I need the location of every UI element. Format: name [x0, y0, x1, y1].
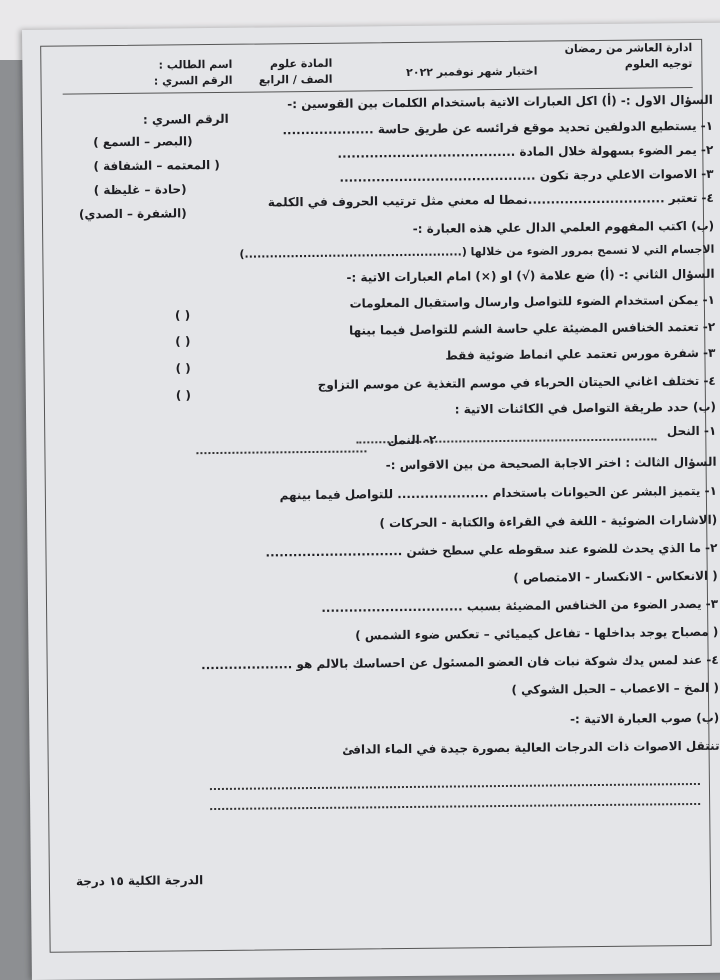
q2-item: ٣- شفرة مورس تعتمد علي انماط ضوئية فقط [445, 345, 716, 363]
q1-options: ( المعتمه – الشفافة ) [93, 157, 220, 174]
bee-label: ١- النحل [666, 423, 717, 439]
total-grade: الدرجة الكلية ١٥ درجة [75, 873, 204, 889]
q1-item: ٢- يمر الضوء بسهولة خلال المادة ....................................... [337, 142, 714, 161]
q3-item: ١- يتميز البشر عن الحيوانات باستخدام .................... للتواصل فيما بينهم [279, 483, 717, 503]
secret-number-field: الرقم السري : [153, 73, 233, 88]
exam-paper [22, 22, 720, 979]
q3-options: (الاشارات الضوئية - اللغة في القراءة والكتابة - الحركات ) [379, 512, 718, 531]
answer-box[interactable]: ( ) [174, 308, 191, 323]
student-name-field: اسم الطالب : [158, 57, 233, 72]
q2-item: ٢- تعتمد الخنافس المضيئة علي حاسة الشم للتواصل فيما بينها [348, 319, 716, 338]
q3-part-b-title: (ب) صوب العبارة الاتية :- [569, 710, 720, 727]
administration: ادارة العاشر من رمضان [564, 40, 693, 56]
q2-title: السؤال الثاني :- (أ) ضع علامة (√) او (×) امام العبارات الاتية :- [346, 266, 715, 285]
q2-item: ١- يمكن استخدام الضوء للتواصل وارسال واستقبال المعلومات [349, 292, 715, 311]
q3-options: ( المخ – الاعصاب – الحبل الشوكي ) [511, 680, 719, 697]
subject: المادة علوم [269, 56, 333, 71]
q1-part-b-title: (ب) اكتب المفهوم العلمي الدال علي هذه العبارة :- [412, 218, 715, 236]
q2-item: ٤- تختلف اغاني الحيتان الحرباء في موسم التغذية عن موسم التزاوج [317, 373, 716, 392]
q1-secret-number: الرقم السري : [142, 111, 229, 127]
q3-item: ٤- عند لمس يدك شوكة نبات فان العضو المسئول عن احساسك بالالم هو .................... [201, 652, 719, 673]
q1-item: ٣- الاصوات الاعلي درجة تكون ........................................... [339, 166, 714, 185]
ant-label: ٢- النمل [387, 432, 437, 448]
answer-box[interactable]: ( ) [175, 388, 192, 403]
answer-box[interactable]: ( ) [175, 334, 191, 349]
q1-options: (الشفرة – الصدي) [78, 206, 187, 222]
q1-part-b-sentence: الاجسام التي لا تسمح بمرور الضوء من خلالها (....................................................) [239, 242, 715, 261]
q1-options: (حادة – غليظة ) [93, 182, 187, 198]
q1-title: السؤال الاول :- (أ) اكل العبارات الاتية باستخدام الكلمات بين القوسين :- [287, 92, 713, 112]
q3-item: ٣- يصدر الضوء من الخنافس المضيئة بسبب ............................... [321, 596, 719, 615]
answer-box[interactable]: ( ) [175, 361, 191, 376]
q1-item: ٤- تعتبر ..............................نمطا له معني مثل ترتيب الحروف في الكلمة [267, 190, 714, 210]
exam-title: اختبار شهر نوفمبر ٢٠٢٢ [406, 64, 538, 79]
q3-options: ( الانعكاس - الانكسار - الامتصاص ) [513, 568, 718, 585]
q3-part-b-sentence: تنتقل الاصوات ذات الدرجات العالية بصورة جيدة في الماء الدافئ [342, 738, 720, 757]
q1-options: (البصر – السمع ) [93, 134, 193, 150]
grade: الصف / الرابع [258, 72, 333, 87]
q3-title: السؤال الثالث : اختر الاجابة الصحيحة من بين الاقواس :- [385, 454, 717, 473]
q2-part-b-title: (ب) حدد طريقة التواصل في الكائنات الاتية : [454, 399, 717, 417]
q3-item: ٢- ما الذي يحدث للضوء عند سقوطه علي سطح خشن .............................. [265, 540, 718, 560]
q1-item: ١- يستطيع الدولفين تحديد موقع فرائسه عن طريق حاسة .................... [282, 118, 714, 138]
q3-options: ( مصباح يوجد بداخلها - تفاعل كيميائي – تعكس ضوء الشمس ) [355, 624, 719, 643]
department: توجيه العلوم [624, 56, 693, 71]
